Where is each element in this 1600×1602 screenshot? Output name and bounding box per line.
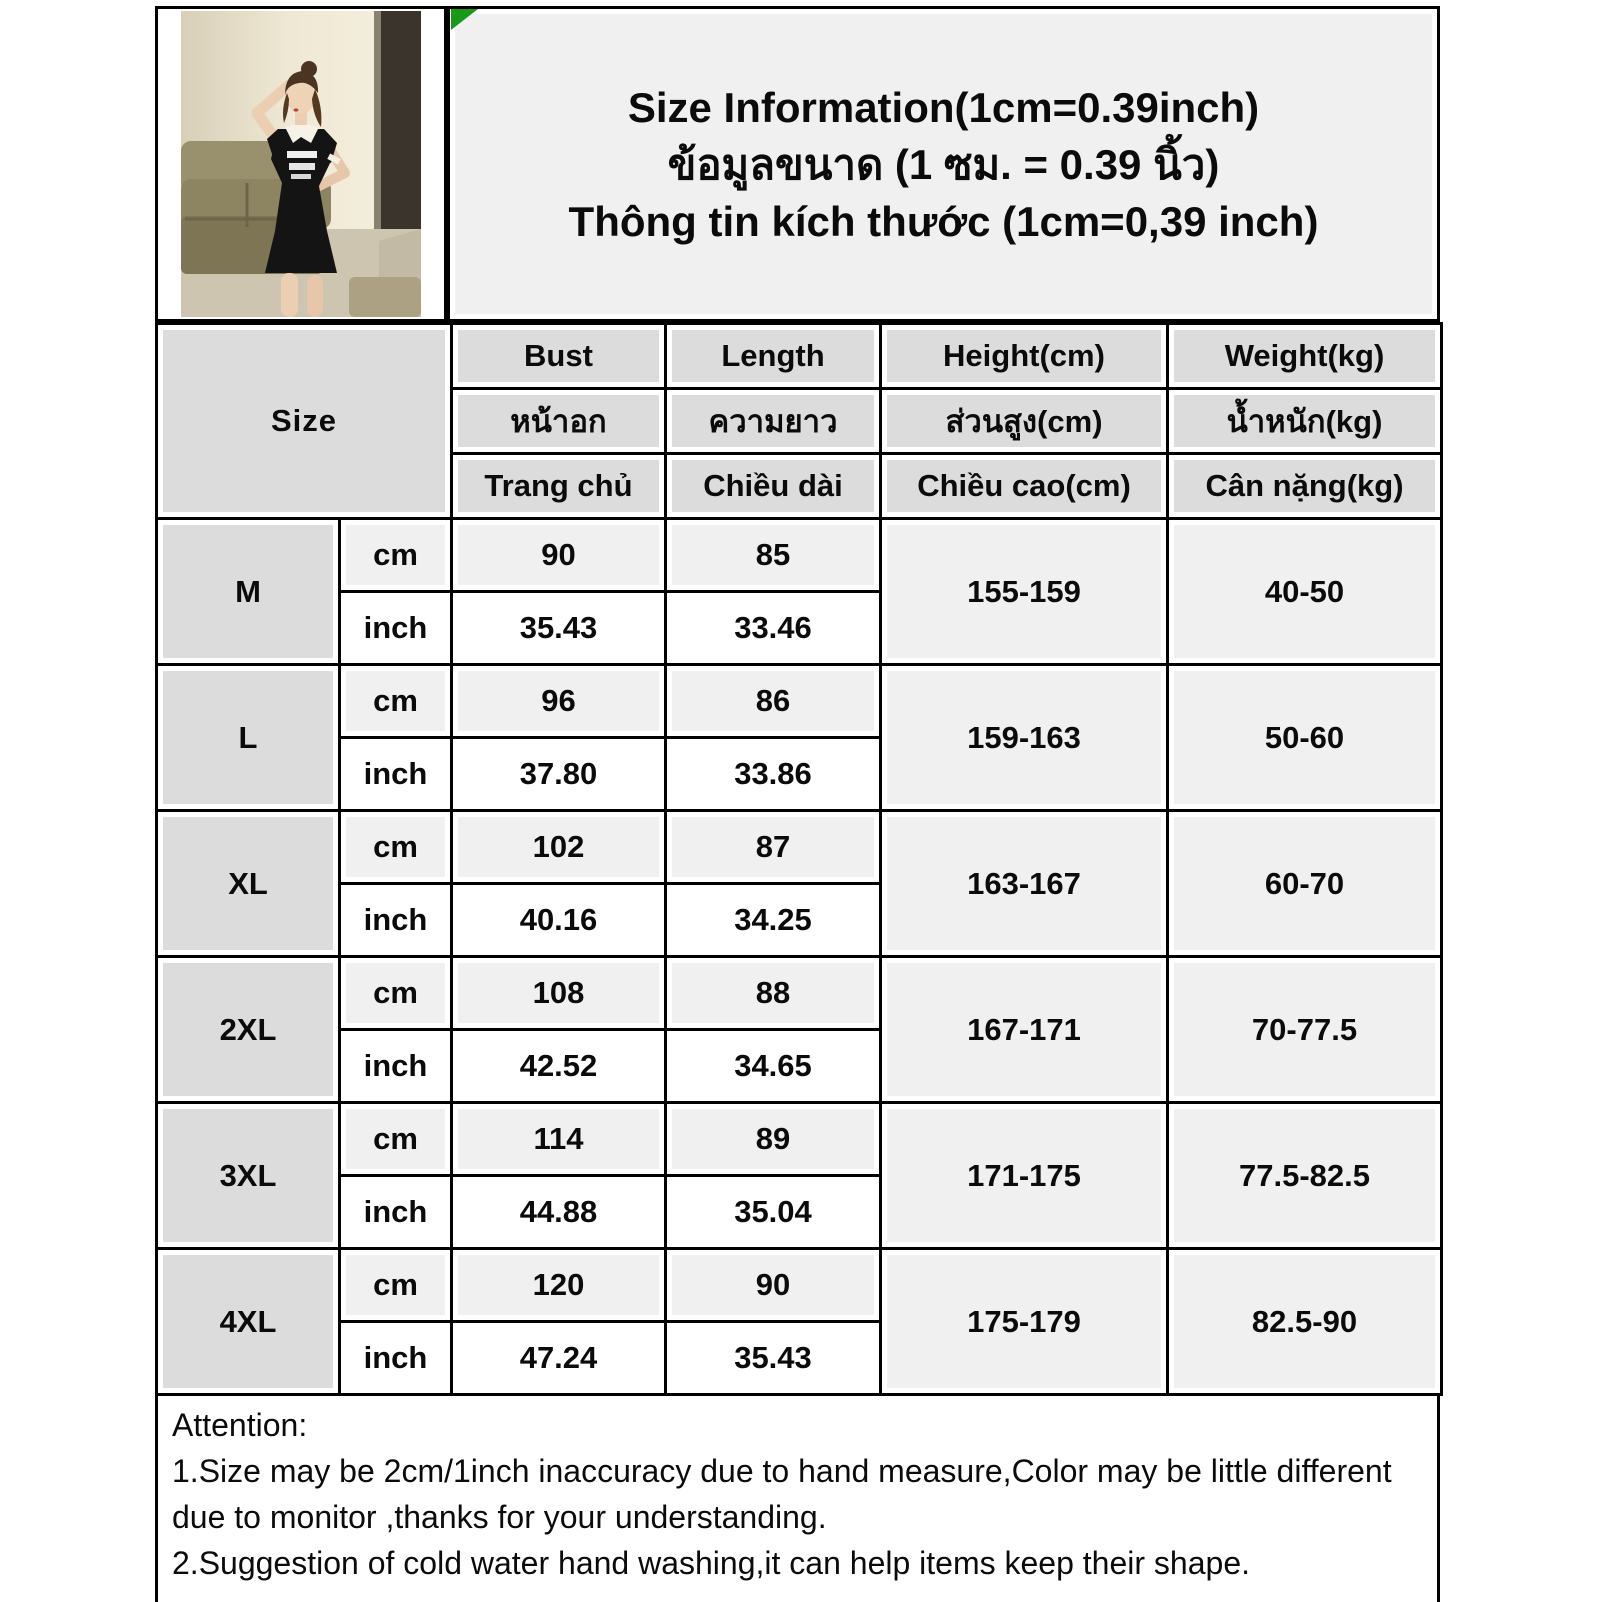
height-cell: 163-167 [881, 811, 1168, 957]
header-row-english [157, 324, 1442, 389]
row-2xl-cm [157, 957, 1442, 1030]
length-cm-cell: 85 [666, 519, 881, 592]
row-l-cm [157, 665, 1442, 738]
bust-cm-cell: 120 [452, 1249, 666, 1322]
col-header-length-en: Length [666, 324, 881, 389]
col-header-bust-vi: Trang chủ [452, 454, 666, 519]
height-cell: 155-159 [881, 519, 1168, 665]
attention-item-2: 2.Suggestion of cold water hand washing,it can help items keep their shape. [172, 1545, 1250, 1581]
weight-cell: 50-60 [1168, 665, 1442, 811]
unit-cell-inch: inch [340, 884, 452, 957]
length-cm-cell: 86 [666, 665, 881, 738]
row-xl-cm [157, 811, 1442, 884]
size-information-title-box [447, 6, 1440, 322]
length-inch-cell: 35.04 [666, 1176, 881, 1249]
col-header-bust-en: Bust [452, 324, 666, 389]
col-header-length-th: ความยาว [666, 389, 881, 454]
row-4xl-cm [157, 1249, 1442, 1322]
unit-cell-inch: inch [340, 1176, 452, 1249]
length-inch-cell: 33.46 [666, 592, 881, 665]
bust-cm-cell: 90 [452, 519, 666, 592]
unit-cell-inch: inch [340, 1030, 452, 1103]
title-english: Size Information(1cm=0.39inch) [627, 83, 1260, 131]
bust-inch-cell: 44.88 [452, 1176, 666, 1249]
size-cell: 3XL [157, 1103, 340, 1249]
size-table [155, 322, 1443, 1396]
col-header-weight-vi: Cân nặng(kg) [1168, 454, 1442, 519]
size-cell: 4XL [157, 1249, 340, 1395]
length-inch-cell: 34.25 [666, 884, 881, 957]
col-header-weight-en: Weight(kg) [1168, 324, 1442, 389]
bust-cm-cell: 102 [452, 811, 666, 884]
length-inch-cell: 33.86 [666, 738, 881, 811]
unit-cell-cm: cm [340, 811, 452, 884]
unit-cell-inch: inch [340, 1322, 452, 1395]
bust-cm-cell: 114 [452, 1103, 666, 1176]
size-cell: M [157, 519, 340, 665]
title-vietnamese: Thông tin kích thước (1cm=0,39 inch) [568, 197, 1319, 245]
size-cell: 2XL [157, 957, 340, 1103]
attention-item-1: 1.Size may be 2cm/1inch inaccuracy due to hand measure,Color may be little different due to monitor ,thanks for your understanding. [172, 1453, 1392, 1535]
bust-cm-cell: 108 [452, 957, 666, 1030]
unit-cell-cm: cm [340, 1249, 452, 1322]
bust-inch-cell: 40.16 [452, 884, 666, 957]
row-m-cm [157, 519, 1442, 592]
unit-cell-cm: cm [340, 665, 452, 738]
weight-cell: 40-50 [1168, 519, 1442, 665]
title-thai: ข้อมูลขนาด (1 ซม. = 0.39 นิ้ว) [667, 140, 1220, 188]
length-inch-cell: 35.43 [666, 1322, 881, 1395]
size-cell: L [157, 665, 340, 811]
length-cm-cell: 90 [666, 1249, 881, 1322]
weight-cell: 60-70 [1168, 811, 1442, 957]
height-cell: 167-171 [881, 957, 1168, 1103]
col-header-height-vi: Chiều cao(cm) [881, 454, 1168, 519]
attention-heading: Attention: [172, 1407, 308, 1443]
col-header-height-th: ส่วนสูง(cm) [881, 389, 1168, 454]
green-corner-flag-icon [451, 9, 478, 30]
length-cm-cell: 87 [666, 811, 881, 884]
length-cm-cell: 88 [666, 957, 881, 1030]
unit-cell-cm: cm [340, 957, 452, 1030]
height-cell: 159-163 [881, 665, 1168, 811]
bust-inch-cell: 42.52 [452, 1030, 666, 1103]
product-photo-cell [155, 6, 447, 322]
length-cm-cell: 89 [666, 1103, 881, 1176]
col-header-length-vi: Chiều dài [666, 454, 881, 519]
unit-cell-inch: inch [340, 738, 452, 811]
size-cell: XL [157, 811, 340, 957]
weight-cell: 82.5-90 [1168, 1249, 1442, 1395]
unit-cell-inch: inch [340, 592, 452, 665]
length-inch-cell: 34.65 [666, 1030, 881, 1103]
product-photo [181, 11, 421, 317]
bust-inch-cell: 35.43 [452, 592, 666, 665]
col-header-weight-th: น้ำหนัก(kg) [1168, 389, 1442, 454]
height-cell: 171-175 [881, 1103, 1168, 1249]
bust-cm-cell: 96 [452, 665, 666, 738]
height-cell: 175-179 [881, 1249, 1168, 1395]
weight-cell: 70-77.5 [1168, 957, 1442, 1103]
size-header-cell: Size [157, 324, 452, 519]
unit-cell-cm: cm [340, 1103, 452, 1176]
bust-inch-cell: 37.80 [452, 738, 666, 811]
attention-notes-box [155, 1393, 1440, 1602]
col-header-height-en: Height(cm) [881, 324, 1168, 389]
unit-cell-cm: cm [340, 519, 452, 592]
col-header-bust-th: หน้าอก [452, 389, 666, 454]
row-3xl-cm [157, 1103, 1442, 1176]
bust-inch-cell: 47.24 [452, 1322, 666, 1395]
weight-cell: 77.5-82.5 [1168, 1103, 1442, 1249]
